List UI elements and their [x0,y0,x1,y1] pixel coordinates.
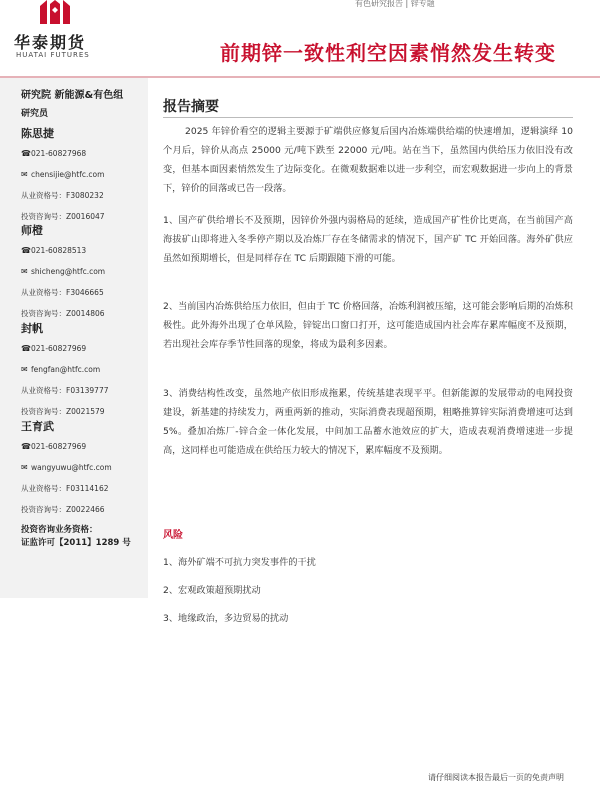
analyst-advisor-number: 投资咨询号：Z0016047 [21,212,105,221]
analyst-card [21,417,146,525]
analyst-sidebar [0,78,148,598]
logo-english-name: HUATAI FUTURES [16,51,90,59]
analyst-name: 封帆 [21,322,43,335]
logo-chinese-name: 华泰期货 [14,33,87,52]
analyst-advisor-number: 投资咨询号：Z0021579 [21,407,105,416]
top-strip-text: 有色研究报告 | 锌专题 [355,0,435,8]
phone-icon: ☎ [21,246,31,255]
analyst-phone: 021-60828513 [31,246,87,255]
analyst-phone: 021-60827969 [31,442,87,451]
analyst-email[interactable]: chensijie@htfc.com [31,170,105,179]
risk-item: 3、地缘政治，多边贸易的扰动 [163,613,289,624]
analyst-advisor-number: 投资咨询号：Z0014806 [21,309,105,318]
qualification-block [21,524,146,550]
summary-heading: 报告摘要 [163,99,219,115]
analyst-name: 师橙 [21,224,43,237]
department-label: 研究院 新能源&有色组 [21,90,124,101]
role-label: 研究员 [21,109,49,119]
email-icon: ✉ [21,463,28,472]
analyst-email[interactable]: fengfan@htfc.com [31,365,101,374]
email-icon: ✉ [21,267,28,276]
summary-paragraph: 2025 年锌价看空的逻辑主要源于矿端供应修复后国内冶炼端供给端的快速增加，逻辑演绎 10 个月后，锌价从高点 25000 元/吨下跌至 22000 元/吨。站在当下，虽然国内供给压力依旧没有改变，但基本面因素悄然发生了边际变化。在微观数据难以进一步利空，而宏观数据进一步向上的背景下，锌价的回落或已告一段落。 [163,126,573,194]
analyst-phone: 021-60827968 [31,149,87,158]
analyst-advisor-number: 投资咨询号：Z0022466 [21,505,105,514]
analyst-email[interactable]: wangyuwu@htfc.com [31,463,112,472]
analyst-card [21,124,146,232]
huatai-logo-icon [38,0,72,24]
email-icon: ✉ [21,365,28,374]
risk-item: 1、海外矿端不可抗力突发事件的干扰 [163,557,316,568]
qualification-label: 投资咨询业务资格： [21,525,98,535]
risk-item: 2、宏观政策超预期扰动 [163,585,261,596]
analyst-card [21,221,146,329]
analyst-email[interactable]: shicheng@htfc.com [31,267,106,276]
analyst-phone: 021-60827969 [31,344,87,353]
analyst-license: 从业资格号：F03139777 [21,386,109,395]
analyst-license: 从业资格号：F3080232 [21,191,104,200]
analyst-name: 王育武 [21,420,54,433]
analyst-license: 从业资格号：F03114162 [21,484,109,493]
risk-heading: 风险 [163,530,183,541]
summary-divider [163,117,573,118]
analyst-license: 从业资格号：F3046665 [21,288,104,297]
page-title: 前期锌一致性利空因素悄然发生转变 [220,41,556,65]
phone-icon: ☎ [21,344,31,353]
disclaimer-footer: 请仔细阅读本报告最后一页的免责声明 [428,773,564,782]
phone-icon: ☎ [21,442,31,451]
qualification-license: 证监许可【2011】1289 号 [21,538,131,548]
email-icon: ✉ [21,170,28,179]
summary-paragraph: 3、消费结构性改变，虽然地产依旧形成拖累，传统基建表现平平。但新能源的发展带动的电网投资建设，新基建的持续发力，两重两新的推动，实际消费表现超预期，粗略推算锌实际消费增速可达到 5%。叠加冶炼厂-锌合金一体化发展，中间加工品蓄水池效应的扩大，造成表观消费增速进一步提高，这同样也可能造成在供给压力较大的情况下，累库幅度不及预期。 [163,388,573,456]
analyst-name: 陈思捷 [21,127,54,140]
phone-icon: ☎ [21,149,31,158]
report-header [0,0,600,78]
analyst-card [21,319,146,427]
summary-paragraph: 2、当前国内冶炼供给压力依旧，但由于 TC 价格回落，冶炼利润被压缩，这可能会影响后期的冶炼积极性。此外海外出现了仓单风险，锌锭出口窗口打开，这可能造成国内社会库存累库幅度不及预期，若出现社会库存季节性回落的现象，将成为最利多因素。 [163,301,573,350]
summary-paragraph: 1、国产矿供给增长不及预期，因锌价外强内弱格局的延续，造成国产矿性价比更高，在当前国产高海拔矿山即将进入冬季停产期以及冶炼厂存在冬储需求的情况下，国产矿 TC 开始回落。海外矿供应虽然如预期增长，但是同样存在 TC 后期跟随下滑的可能。 [163,215,573,264]
